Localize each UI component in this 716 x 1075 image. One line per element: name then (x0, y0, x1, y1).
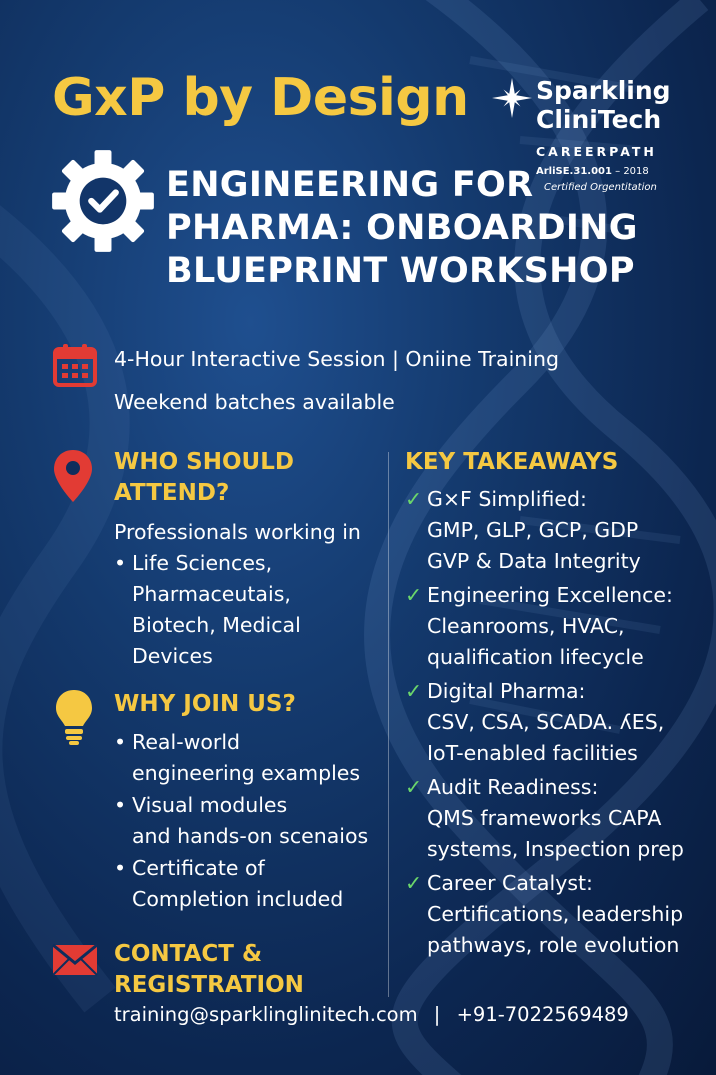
takeaways-list (405, 484, 710, 964)
takeaway-line: Digital Pharma: (427, 679, 586, 703)
gear-check-icon (50, 148, 156, 254)
takeaway-line: CSV, CSA, SCADA. ʎES, (427, 710, 665, 734)
contact-heading-line2: REGISTRATION (114, 972, 304, 998)
takeaway-item (405, 484, 710, 577)
list-item-line: • Life Sciences, (132, 551, 273, 575)
calendar-icon (52, 342, 98, 388)
brand-cert-year: – 2018 (615, 166, 649, 177)
list-item-line: Devices (132, 644, 213, 668)
takeaway-item (405, 772, 710, 865)
brand-name-line1: Sparkling (536, 76, 671, 105)
why-heading: WHY JOIN US? (114, 691, 296, 717)
brand-cert-code: ArliSE.31.001 (536, 166, 612, 177)
workshop-subtitle (166, 164, 638, 293)
takeaway-line: GVP & Data Integrity (427, 549, 641, 573)
takeaway-line: G×F Simplified: (427, 487, 587, 511)
list-item-line: Biotech, Medical (132, 613, 301, 637)
takeaway-line: GMP, GLP, GCP, GDP (427, 518, 639, 542)
takeaway-line: Cleanrooms, HVAC, (427, 614, 625, 638)
subtitle-line3: BLUEPRINT WORKSHOP (166, 251, 635, 291)
contact-details (114, 1003, 629, 1026)
takeaway-item (405, 676, 710, 769)
takeaway-item (405, 868, 710, 961)
lightbulb-icon (54, 688, 94, 746)
session-info: 4-Hour Interactive Session | Oniine Training (114, 347, 559, 371)
column-divider (388, 452, 389, 997)
takeaway-line: Audit Readiness: (427, 775, 599, 799)
brand-cert-note: Certified Orgentitation (544, 182, 657, 193)
list-item-line: • Visual modules (132, 793, 288, 817)
takeaways-heading: KEY TAKEAWAYS (405, 449, 619, 475)
list-item-line: and hands-on scenaios (132, 824, 369, 848)
brand-name-line2: CliniTech (536, 105, 662, 134)
checkmark-icon: ✓ (405, 583, 423, 607)
list-item (114, 727, 384, 789)
takeaway-line: QMS frameworks CAPA (427, 806, 662, 830)
list-item-line: Pharmaceutais, (132, 582, 291, 606)
takeaway-line: IoT-enabled facilities (427, 741, 638, 765)
who-heading-line1: WHO SHOULD (114, 449, 294, 475)
list-item (114, 548, 374, 672)
takeaway-line: qualification lifecycle (427, 645, 644, 669)
list-item (114, 790, 384, 852)
contact-separator: | (433, 1003, 441, 1026)
who-intro: Professionals working in (114, 520, 361, 544)
why-list (114, 727, 384, 916)
who-list (114, 548, 374, 672)
who-heading (114, 447, 294, 509)
envelope-icon (52, 944, 98, 976)
list-item-line: engineering examples (132, 761, 361, 785)
list-item-line: • Certificate of (132, 856, 265, 880)
subtitle-line1: ENGINEERING FOR (166, 165, 534, 205)
checkmark-icon: ✓ (405, 487, 423, 511)
brand-name (536, 76, 671, 134)
contact-heading-line1: CONTACT & (114, 941, 263, 967)
who-heading-line2: ATTEND? (114, 480, 230, 506)
takeaway-line: Engineering Excellence: (427, 583, 673, 607)
takeaway-line: Certifications, leadership (427, 902, 684, 926)
takeaway-line: Career Catalyst: (427, 871, 593, 895)
checkmark-icon: ✓ (405, 775, 423, 799)
checkmark-icon: ✓ (405, 871, 423, 895)
sparkle-star-icon (492, 78, 532, 118)
weekend-info: Weekend batches available (114, 390, 395, 414)
subtitle-line2: PHARMA: ONBOARDING (166, 208, 638, 248)
takeaway-line: systems, Inspection prep (427, 837, 684, 861)
list-item-line: Completion included (132, 887, 344, 911)
contact-email[interactable]: training@sparklinglinitech.com (114, 1003, 418, 1026)
takeaway-line: pathways, role evolution (427, 933, 680, 957)
takeaway-item (405, 580, 710, 673)
location-pin-icon (52, 448, 94, 504)
list-item (114, 853, 384, 915)
main-title: GxP by Design (52, 68, 469, 128)
contact-phone[interactable]: +91-7022569489 (456, 1003, 629, 1026)
checkmark-icon: ✓ (405, 679, 423, 703)
contact-heading (114, 939, 304, 1001)
brand-careerpath: CAREERPATH (536, 144, 657, 159)
list-item-line: • Real-world (132, 730, 241, 754)
